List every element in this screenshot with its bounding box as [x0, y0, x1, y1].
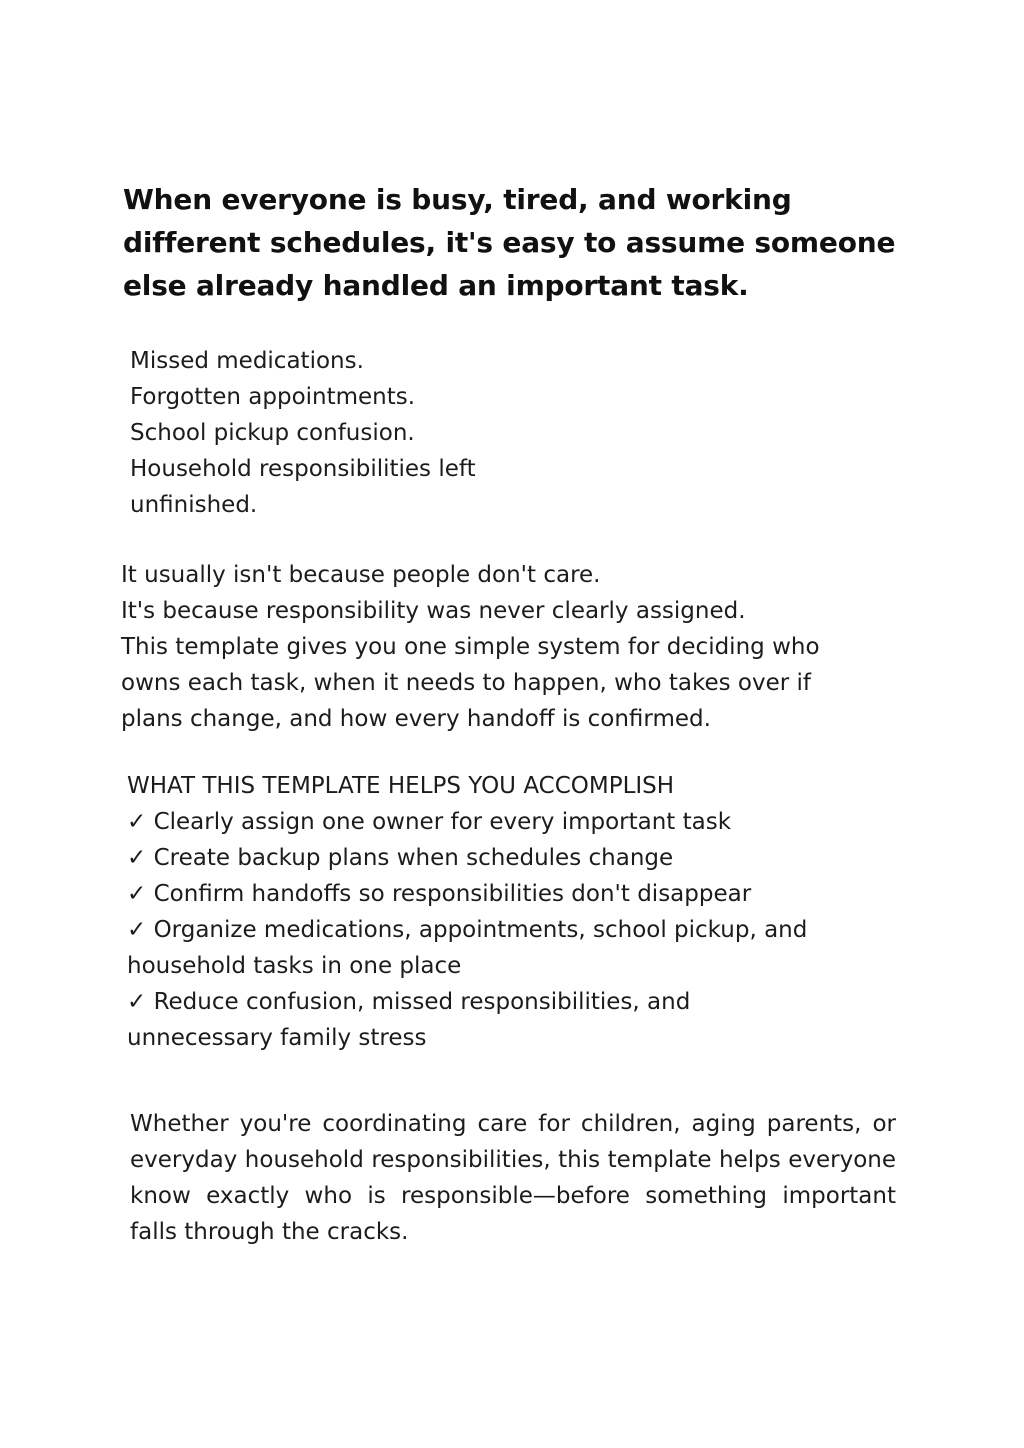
reason-line: owns each task, when it needs to happen, who takes over if	[121, 670, 812, 696]
benefits-heading: WHAT THIS TEMPLATE HELPS YOU ACCOMPLISH	[127, 773, 675, 799]
problem-item: School pickup confusion.	[130, 420, 415, 446]
benefit-item: ✓ Confirm handoffs so responsibilities don't disappear	[127, 881, 752, 907]
reason-line: It usually isn't because people don't care.	[121, 562, 601, 588]
headline	[123, 178, 903, 307]
headline-line: different schedules, it's easy to assume someone	[123, 226, 896, 259]
closing-paragraph	[130, 1106, 896, 1250]
problem-item: Household responsibilities left	[130, 456, 476, 482]
problem-item: Forgotten appointments.	[130, 384, 416, 410]
benefit-item-continued: unnecessary family stress	[127, 1025, 427, 1051]
benefit-item: ✓ Clearly assign one owner for every important task	[127, 809, 732, 835]
closing-text: Whether you're coordinating care for children, aging parents, or everyday household responsibilities, this template helps everyone know exactly who is responsible—before something important falls through the cracks.	[130, 1111, 896, 1245]
headline-line: When everyone is busy, tired, and working	[123, 183, 792, 216]
headline-line: else already handled an important task.	[123, 269, 749, 302]
problem-item: Missed medications.	[130, 348, 364, 374]
reason-paragraph	[121, 557, 901, 737]
problem-list	[130, 343, 690, 523]
benefit-item-continued: household tasks in one place	[127, 953, 462, 979]
benefit-item: ✓ Create backup plans when schedules change	[127, 845, 674, 871]
benefits-section	[127, 768, 907, 1056]
problem-item: unfinished.	[130, 492, 258, 518]
benefit-item: ✓ Reduce confusion, missed responsibilities, and	[127, 989, 691, 1015]
reason-line: This template gives you one simple system for deciding who	[121, 634, 820, 660]
benefit-item: ✓ Organize medications, appointments, school pickup, and	[127, 917, 808, 943]
reason-line: plans change, and how every handoff is confirmed.	[121, 706, 711, 732]
reason-line: It's because responsibility was never clearly assigned.	[121, 598, 746, 624]
